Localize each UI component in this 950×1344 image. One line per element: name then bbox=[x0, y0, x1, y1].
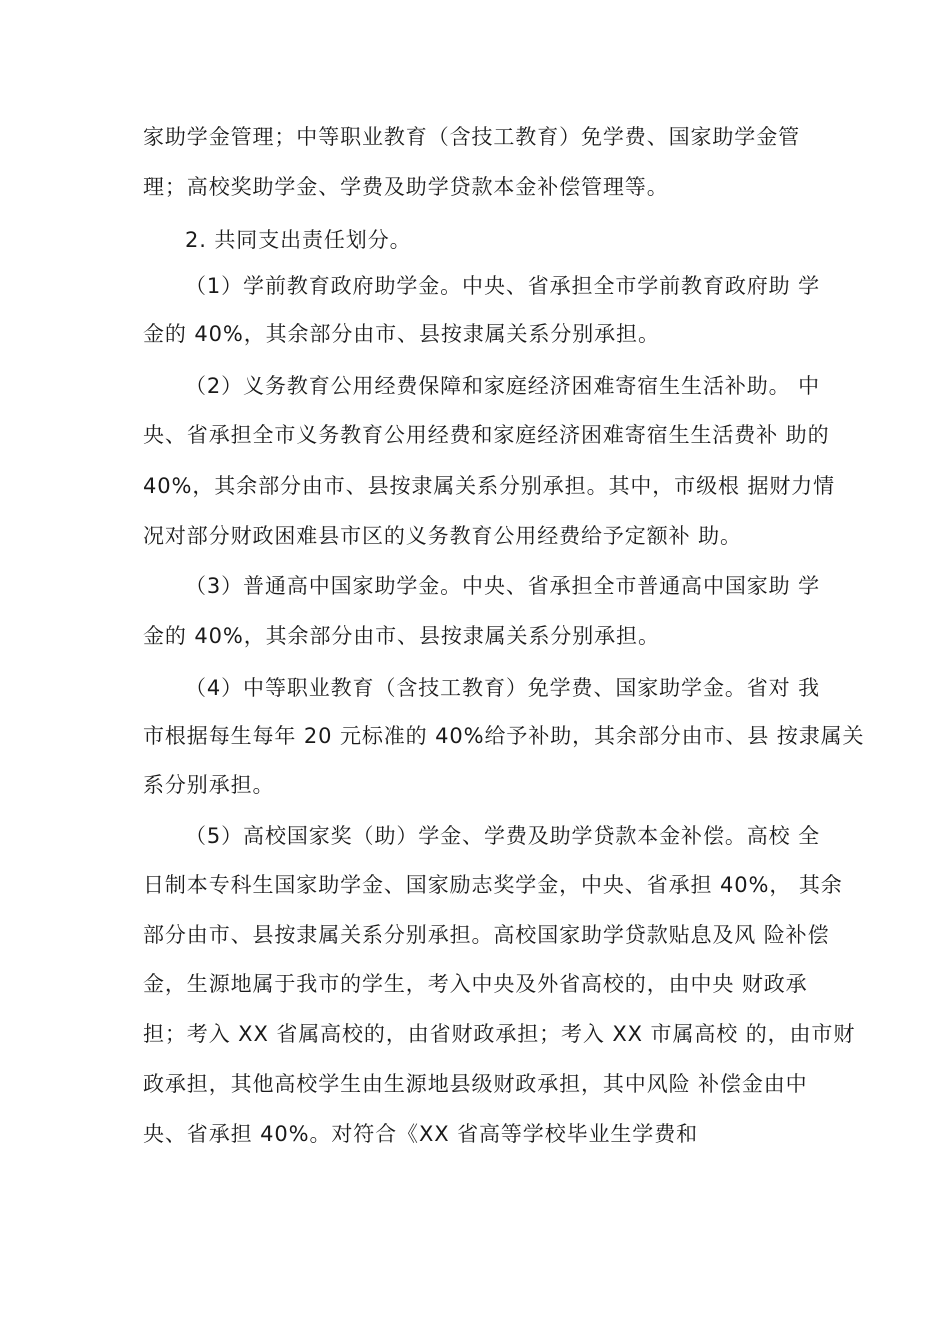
text-line: （3）普通高中国家助学金。中央、省承担全市普通高中国家助 学 bbox=[185, 574, 821, 598]
text-line: 央、省承担全市义务教育公用经费和家庭经济困难寄宿生生活费补 助的 bbox=[143, 423, 830, 447]
text-line: 40%，其余部分由市、县按隶属关系分别承担。其中，市级根 据财力情 bbox=[143, 474, 836, 498]
text-line: 日制本专科生国家助学金、国家励志奖学金，中央、省承担 40%， 其余 bbox=[143, 873, 843, 897]
text-line: 金，生源地属于我市的学生，考入中央及外省高校的，由中央 财政承 bbox=[143, 972, 808, 996]
text-line: （5）高校国家奖（助）学金、学费及助学贷款本金补偿。高校 全 bbox=[185, 824, 821, 848]
text-line: 金的 40%，其余部分由市、县按隶属关系分别承担。 bbox=[143, 624, 660, 648]
text-line: 家助学金管理；中等职业教育（含技工教育）免学费、国家助学金管 bbox=[143, 125, 800, 149]
text-line: 理；高校奖助学金、学费及助学贷款本金补偿管理等。 bbox=[143, 175, 669, 199]
text-line: （4）中等职业教育（含技工教育）免学费、国家助学金。省对 我 bbox=[185, 676, 821, 700]
section-heading: 2. 共同支出责任划分。 bbox=[185, 228, 412, 252]
text-line: 系分别承担。 bbox=[143, 773, 275, 797]
text-line: 担；考入 XX 省属高校的，由省财政承担；考入 XX 市属高校 的，由市财 bbox=[143, 1022, 856, 1046]
text-line: 金的 40%，其余部分由市、县按隶属关系分别承担。 bbox=[143, 322, 660, 346]
text-line: 市根据每生每年 20 元标准的 40%给予补助，其余部分由市、县 按隶属关 bbox=[143, 724, 865, 748]
text-line: （1）学前教育政府助学金。中央、省承担全市学前教育政府助 学 bbox=[185, 274, 821, 298]
text-line: 部分由市、县按隶属关系分别承担。高校国家助学贷款贴息及风 险补偿 bbox=[143, 923, 830, 947]
text-line: （2）义务教育公用经费保障和家庭经济困难寄宿生生活补助。 中 bbox=[185, 374, 821, 398]
text-line: 央、省承担 40%。对符合《XX 省高等学校毕业生学费和 bbox=[143, 1122, 698, 1146]
text-line: 况对部分财政困难县市区的义务教育公用经费给予定额补 助。 bbox=[143, 524, 742, 548]
text-line: 政承担，其他高校学生由生源地县级财政承担，其中风险 补偿金由中 bbox=[143, 1072, 808, 1096]
